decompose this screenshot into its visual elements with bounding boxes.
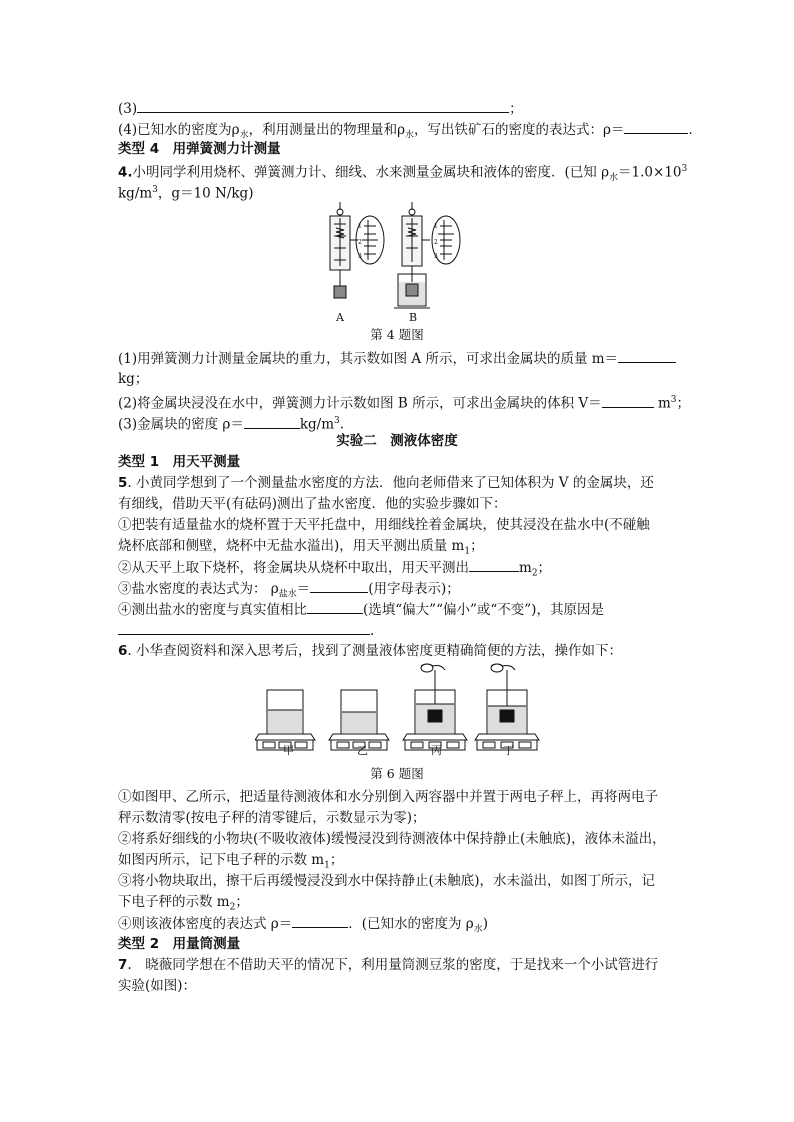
question-6-intro: 6. 小华查阅资料和深入思考后，找到了测量液体密度更精确简便的方法，操作如下： (118, 643, 622, 659)
question-4-sub-line: (4)已知水的密度为$\rho_水$，利用测量出的物理量和$\rho_水$，写出铁矿石的密度的表达式：ρ＝ ． (118, 119, 702, 146)
scale-a-zoom (350, 216, 384, 264)
section-heading-type4: 类型 4 用弹簧测力计测量 (118, 141, 281, 157)
question-6-step-2-cont: 如图丙所示，记下电子秤的示数 $m_1$； (118, 852, 344, 871)
question-7-intro-cont: 实验(如图)： (118, 978, 197, 994)
figure-6-label-jia: 甲 (283, 744, 294, 757)
svg-text:1: 1 (358, 223, 362, 230)
figure-6-label-ding: 丁 (503, 744, 514, 757)
answer-blank[interactable] (602, 393, 654, 408)
question-4-intro-cont: $kg/m^3$，g＝10 N/kg) (118, 185, 254, 202)
scale-bing (403, 664, 467, 750)
figure-4-spring-scales (318, 200, 478, 322)
question-7-intro: 7. 晓薇同学想在不借助天平的情况下，利用量筒测豆浆的密度，于是找来一个小试管进行 (118, 957, 659, 973)
question-4-intro: 4.小明同学利用烧杯、弹簧测力计、细线、水来测量金属块和液体的密度．(已知 $\rho_水=1.0\times 10^3$ (118, 164, 688, 184)
answer-blank[interactable] (244, 414, 300, 429)
question-4-1: (1)用弹簧测力计测量金属块的重力，其示数如图 A 所示，可求出金属块的质量 m＝ (118, 348, 676, 369)
figure-4-caption: 第 4 题图 (370, 327, 424, 342)
figure-6-caption: 第 6 题图 (370, 766, 424, 781)
section-heading-type1: 类型 1 用天平测量 (118, 454, 241, 470)
figure-6-label-yi: 乙 (357, 744, 368, 757)
spring-scale-b (394, 202, 430, 308)
scale-b-zoom (422, 216, 460, 264)
answer-blank[interactable] (618, 348, 676, 363)
svg-text:2: 2 (358, 239, 362, 246)
question-5-step-2: ②从天平上取下烧杯，将金属块从烧杯中取出，用天平测出 $m_2$； (118, 557, 551, 584)
question-5-step-4-cont: . (118, 620, 374, 641)
question-5-step-4: ④测出盐水的密度与真实值相比 (选填“偏大”“偏小”或“不变”)，其原因是 (118, 599, 604, 620)
question-6-step-1: ①如图甲、乙所示，把适量待测液体和水分别倒入两容器中并置于两电子秤上，再将两电子 (118, 789, 658, 805)
question-5-intro-cont: 有细线，借助天平(有砝码)测出了盐水密度．他的实验步骤如下： (118, 496, 507, 512)
figure-6-label-bing: 丙 (431, 744, 442, 757)
answer-blank[interactable] (624, 119, 688, 134)
answer-blank[interactable] (310, 578, 368, 593)
svg-text:1: 1 (434, 223, 438, 230)
svg-text:3: 3 (358, 253, 362, 260)
question-6-step-1-cont: 秤示数清零(按电子秤的清零键后，示数显示为零)； (118, 810, 426, 826)
figure-4-label-b: B (409, 311, 418, 324)
question-5-step-3: ③盐水密度的表达式为： $\rho_{盐水}=$ (用字母表示)； (118, 578, 460, 605)
question-4-1-cont: kg； (118, 371, 149, 387)
svg-text:2: 2 (434, 239, 438, 246)
question-6-step-3: ③将小物块取出，擦干后再缓慢浸没到水中保持静止(未触底)，水未溢出，如图丁所示，记 (118, 873, 656, 889)
figure-4-label-a: A (336, 311, 344, 324)
question-5-step-1: ①把装有适量盐水的烧杯置于天平托盘中，用细线拴着金属块，使其浸没在盐水中(不碰触 (118, 517, 650, 533)
answer-blank[interactable] (292, 913, 348, 928)
answer-blank[interactable] (118, 620, 370, 635)
question-4-3: (3)金属块的密度 $\rho= kg/m^3$. (118, 411, 344, 435)
answer-blank[interactable] (137, 98, 509, 113)
answer-blank[interactable] (307, 599, 363, 614)
spring-scale-a (330, 202, 350, 298)
svg-text:3: 3 (434, 253, 438, 260)
question-6-step-3-cont: 下电子秤的示数 $m_2$； (118, 894, 249, 913)
question-6-step-4: ④则该液体密度的表达式 ρ＝ ．(已知水的密度为 $\rho_水$) (118, 913, 488, 940)
section-heading-type2: 类型 2 用量筒测量 (118, 936, 241, 952)
question-3-line: (3) ； (118, 98, 523, 119)
figure-6-electronic-scales (255, 660, 545, 764)
scale-ding (475, 664, 539, 750)
question-4-2: (2)将金属块浸没在水中，弹簧测力计示数如图 B 所示，可求出金属块的体积 $V= m^3$； (118, 390, 690, 414)
experiment-2-heading: 实验二 测液体密度 (336, 433, 458, 449)
question-6-step-2: ②将系好细线的小物块(不吸收液体)缓慢浸没到待测液体中保持静止(未触底)，液体未溢出， (118, 831, 666, 847)
question-5-intro: 5. 小黄同学想到了一个测量盐水密度的方法．他向老师借来了已知体积为 V 的金属块，还 (118, 475, 654, 491)
question-5-step-1-cont: 烧杯底部和侧壁，烧杯中无盐水溢出)，用天平测出质量 $m_1$； (118, 538, 484, 557)
answer-blank[interactable] (469, 557, 519, 572)
